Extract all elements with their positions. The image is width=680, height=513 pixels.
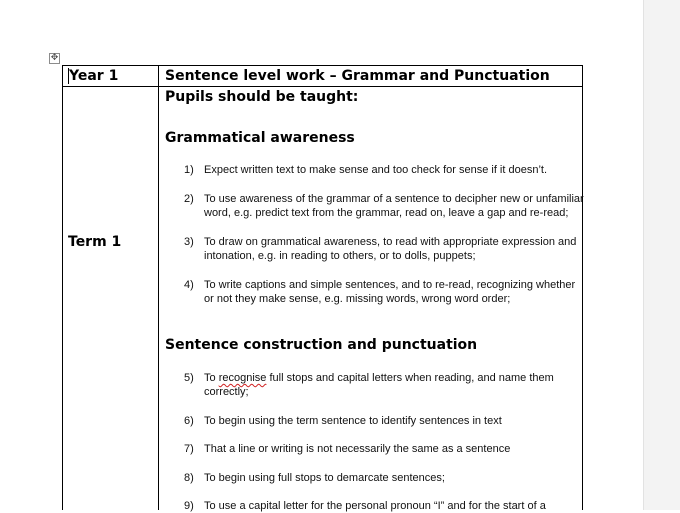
list-item-number: 7)	[184, 443, 194, 455]
list-item-number: 3)	[184, 236, 194, 248]
list-item-text: To begin using the term sentence to identify sentences in text	[204, 415, 502, 427]
section-title-sentence-construction[interactable]: Sentence construction and punctuation	[165, 337, 478, 353]
list-item-number: 6)	[184, 415, 194, 427]
list-item-number: 8)	[184, 472, 194, 484]
list-item-text	[204, 371, 584, 399]
table-move-handle-icon[interactable]: ✥	[50, 53, 59, 63]
list-item-text: To use awareness of the grammar of a sentence to decipher new or unfamiliar word, e.g. predict text from the grammar, read on, leave a gap and re-read;	[204, 193, 584, 219]
list-item-number: 1)	[184, 164, 194, 176]
table-border-left	[62, 65, 63, 510]
list-item-number: 4)	[184, 279, 194, 291]
list-item-text: To use a capital letter for the personal pronoun “I” and for the start of a	[204, 500, 546, 512]
header-year-cell[interactable]: Year 1	[69, 68, 119, 84]
header-title-cell[interactable]: Sentence level work – Grammar and Punctuation	[165, 68, 550, 84]
list-item-text-end: full stops and capital letters when reading, and name them correctly;	[204, 372, 554, 398]
spelling-flag-word[interactable]: recognise	[218, 372, 267, 384]
list-item-text: That a line or writing is not necessarily the same as a sentence	[204, 443, 511, 455]
list-item-text-start: To	[204, 372, 219, 384]
table-border-top	[62, 65, 583, 66]
list-item-number: 2)	[184, 193, 194, 205]
list-item-text: To draw on grammatical awareness, to read with appropriate expression and intonation, e.g. in reading to others, or to dolls, puppets;	[204, 236, 577, 262]
list-item-text: To begin using full stops to demarcate sentences;	[204, 472, 445, 484]
vertical-scrollbar[interactable]	[643, 0, 680, 510]
list-item-number: 9)	[184, 500, 194, 512]
table-border-header-bottom	[62, 86, 583, 87]
term-label[interactable]: Term 1	[68, 234, 122, 250]
table-border-divider	[158, 65, 159, 510]
list-item-text: To write captions and simple sentences, and to re-read, recognizing whether or not they make sense, e.g. missing words, wrong word order;	[204, 279, 576, 305]
section-title-grammatical-awareness[interactable]: Grammatical awareness	[165, 130, 355, 146]
list-item-text: Expect written text to make sense and too check for sense if it doesn’t.	[204, 164, 548, 176]
list-item-number: 5)	[184, 372, 194, 384]
intro-text[interactable]: Pupils should be taught:	[165, 89, 359, 105]
